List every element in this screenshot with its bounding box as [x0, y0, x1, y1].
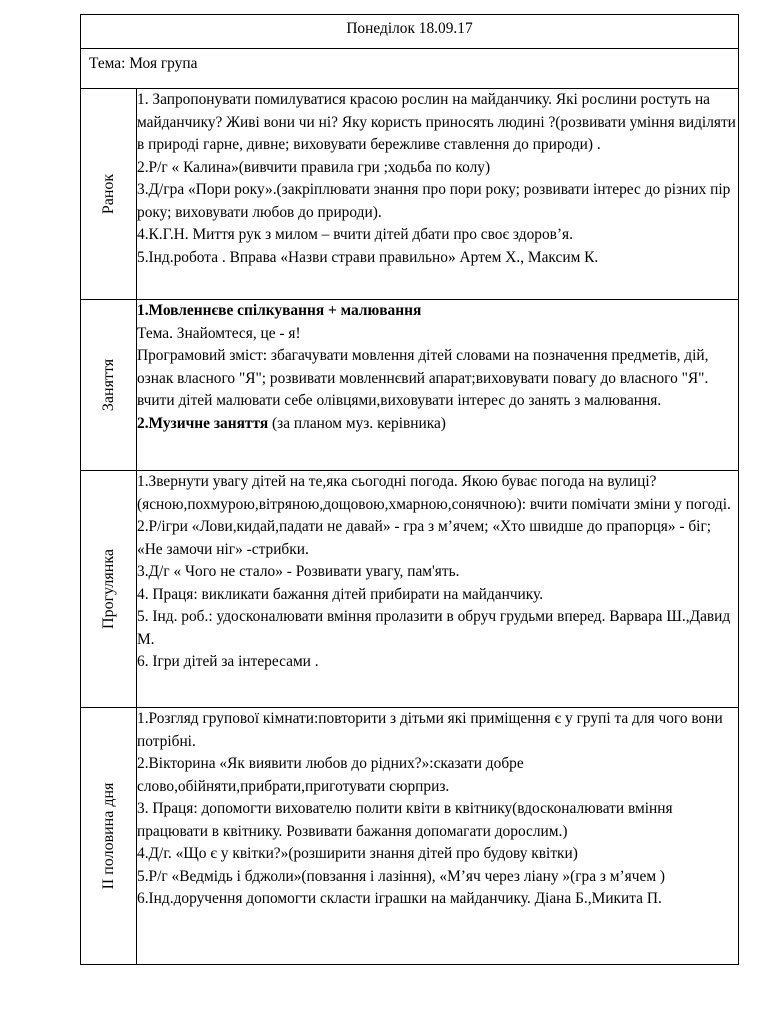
theme-row	[81, 49, 739, 89]
section-label-cell	[81, 708, 137, 965]
lesson-heading: 2.Музичне заняття	[137, 414, 269, 432]
section-content	[137, 471, 739, 708]
plan-item: 2.Вікторина «Як виявити любов до рідних?»:сказати добре слово,обійняти,прибрати,приготувати сюрприз.	[137, 755, 524, 795]
date-row	[81, 15, 739, 49]
theme-cell: Тема: Моя група	[81, 49, 739, 89]
section-content	[137, 89, 739, 300]
plan-item: 4.К.Г.Н. Миття рук з милом – вчити дітей дбати про своє здоров’я.	[137, 226, 573, 243]
plan-item: 5. Інд. роб.: удосконалювати вміння пролазити в обруч грудьми вперед. Варвара Ш.,Давид М.	[137, 608, 731, 648]
section-label: Заняття	[99, 358, 117, 412]
section-lessons	[81, 300, 739, 471]
section-walk	[81, 471, 739, 708]
section-content	[137, 708, 739, 965]
section-label: Прогулянка	[99, 549, 117, 629]
plan-item: 1.Розгляд групової кімнати:повторити з дітьми які приміщення є у групі та для чого вони потрібні.	[137, 710, 723, 750]
section-label: Ранок	[99, 173, 117, 215]
section-morning	[81, 89, 739, 300]
plan-item: 5.Р/г «Ведмідь і бджоли»(повзання і лазіння), «М’яч через ліану »(гра з м’ячем )	[137, 867, 666, 885]
section-label: ІІ половина дня	[99, 782, 117, 890]
plan-item: 3.Д/г « Чого не стало» - Розвивати увагу, пам'ять.	[137, 563, 460, 580]
plan-item: Програмовий зміст: збагачувати мовлення дітей словами на позначення предметів, дій, ознак власного "Я"; розвивати мовленнєвий апарат;виховувати повагу до власного "Я". вчити дітей малювати себе олівцями,виховувати інтерес до занять з малювання.	[137, 347, 709, 409]
date-cell: Понеділок 18.09.17	[81, 15, 739, 49]
plan-item: 2.Р/ігри «Лови,кидай,падати не давай» - гра з м’ячем; «Хто швидше до прапорця» - біг; «Не замочи ніг» -стрибки.	[137, 518, 712, 558]
lesson-heading: 1.Мовленнєве спілкування + малювання	[137, 302, 422, 319]
lesson-note: (за планом муз. керівника)	[268, 414, 446, 432]
plan-item: 5.Інд.робота . Вправа «Назви страви правильно» Артем Х., Максим К.	[137, 248, 599, 266]
plan-item: 3.Д/гра «Пори року».(закріплювати знання про пори року; розвивати інтерес до різних пір року; виховувати любов до природи).	[137, 181, 731, 221]
section-content	[137, 300, 739, 471]
plan-item: Тема. Знайомтеся, це - я!	[137, 324, 301, 342]
plan-item: 6. Ігри дітей за інтересами .	[137, 653, 319, 670]
section-label-cell	[81, 89, 137, 300]
plan-item: 1. Запропонувати помилуватися красою рослин на майданчику. Які рослини ростуть на майданчику? Живі вони чи ні? Яку користь приносять людині ?(розвивати уміння виділяти в природі гарне, дивне; виховувати бережливе ставлення до природи) .	[137, 91, 736, 153]
section-afternoon	[81, 708, 739, 965]
plan-item: 2.Р/г « Калина»(вивчити правила гри ;ходьба по колу)	[137, 158, 491, 176]
section-label-cell	[81, 471, 137, 708]
plan-item: 4.Д/г. «Що є у квітки?»(розширити знання дітей про будову квітки)	[137, 845, 578, 862]
plan-item: 3. Праця: допомогти вихователю полити квіти в квітнику(вдосконалювати вміння працювати в квітнику. Розвивати бажання допомагати дорослим.)	[137, 800, 673, 840]
plan-item: 6.Інд.доручення допомогти скласти іграшки на майданчику. Діана Б.,Микита П.	[137, 890, 662, 907]
section-label-cell	[81, 300, 137, 471]
plan-item: 4. Праця: викликати бажання дітей прибирати на майданчику.	[137, 585, 544, 603]
plan-item: 1.Звернути увагу дітей на те,яка сьогодні погода. Якою буває погода на вулиці?(ясною,похмурою,вітряною,дощовою,хмарною,сонячною): вчити помічати зміни у погоді.	[137, 473, 731, 513]
daily-plan-table	[80, 14, 739, 965]
